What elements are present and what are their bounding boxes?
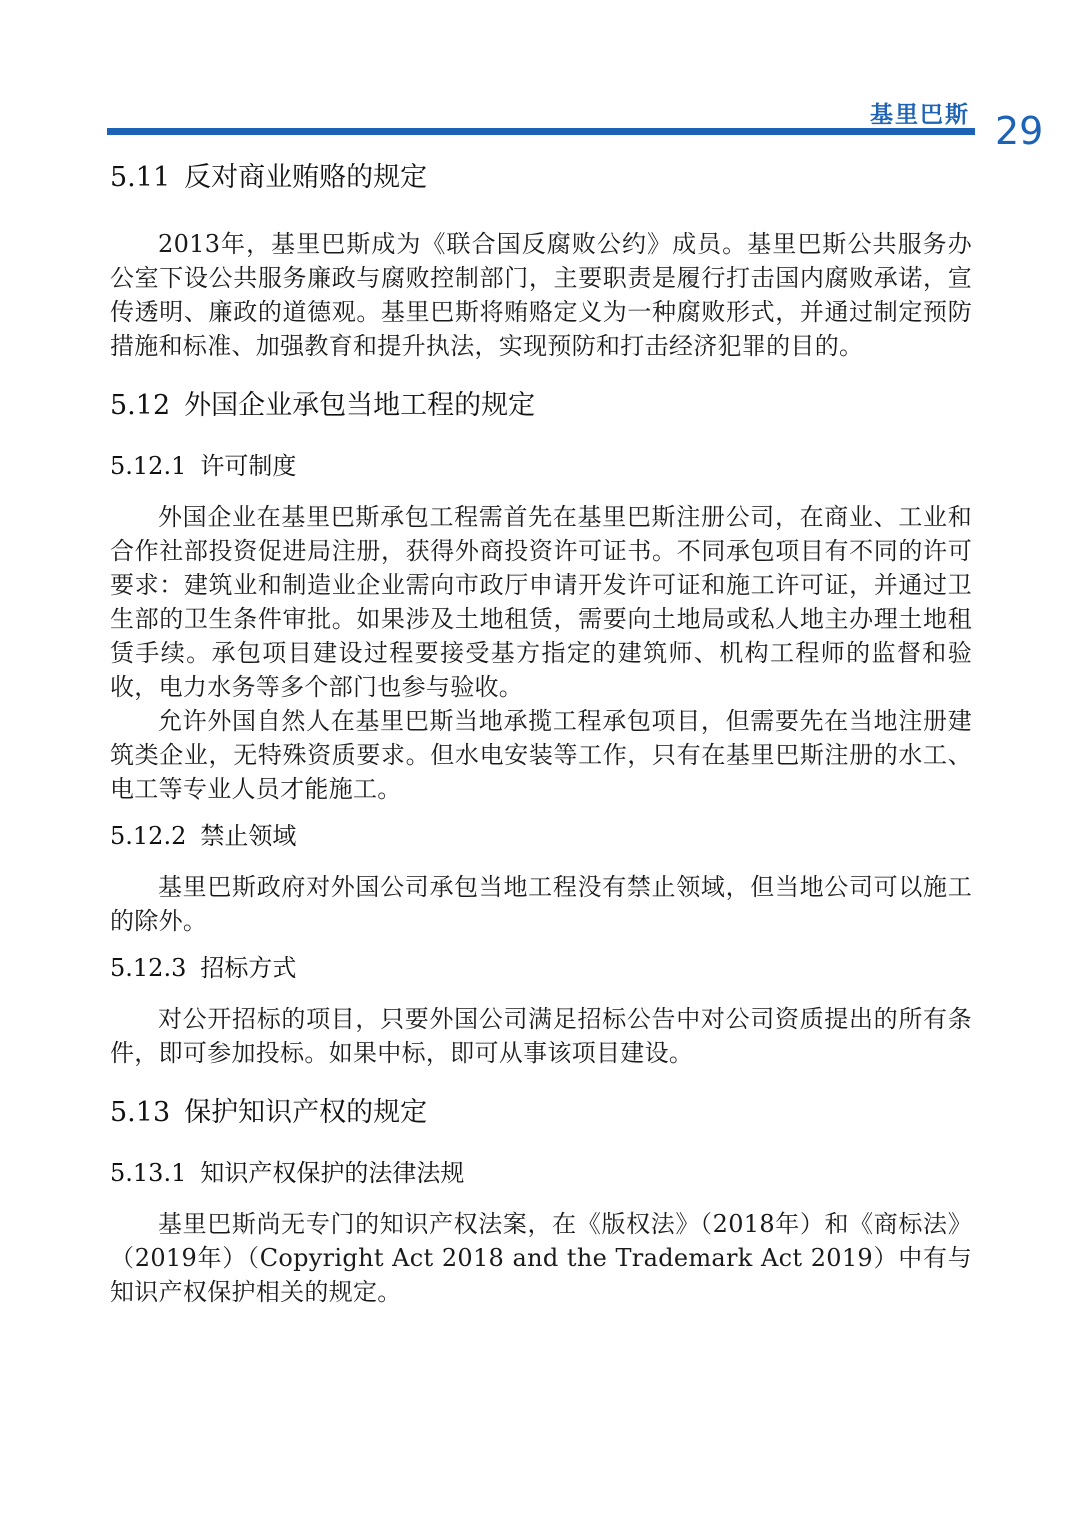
page-content <box>110 158 972 1309</box>
section-number: 5.11 <box>110 162 171 193</box>
subsection-title: 禁止领域 <box>200 822 297 850</box>
section-title: 保护知识产权的规定 <box>184 1097 428 1128</box>
subsection-heading-5-12-3 <box>110 950 972 986</box>
section-number: 5.12 <box>110 390 171 421</box>
section-number: 5.13 <box>110 1097 171 1128</box>
subsection-heading-5-12-2 <box>110 818 972 854</box>
subsection-heading-5-13-1 <box>110 1155 972 1191</box>
paragraph: 外国企业在基里巴斯承包工程需首先在基里巴斯注册公司，在商业、工业和合作社部投资促进局注册，获得外商投资许可证书。不同承包项目有不同的许可要求：建筑业和制造业企业需向市政厅申请开发许可证和施工许可证，并通过卫生部的卫生条件审批。如果涉及土地租赁，需要向土地局或私人地主办理土地租赁手续。承包项目建设过程要接受基方指定的建筑师、机构工程师的监督和验收，电力水务等多个部门也参与验收。 <box>110 503 972 701</box>
subsection-number: 5.13.1 <box>110 1159 187 1187</box>
paragraph: 基里巴斯政府对外国公司承包当地工程没有禁止领域，但当地公司可以施工的除外。 <box>110 873 972 935</box>
subsection-number: 5.12.3 <box>110 954 187 982</box>
subsection-heading-5-12-1 <box>110 448 972 484</box>
section-heading-5-12 <box>110 386 972 426</box>
header-title: 基里巴斯 <box>870 102 970 128</box>
header-rule <box>107 128 975 135</box>
page-header <box>0 0 1080 160</box>
subsection-title: 知识产权保护的法律法规 <box>200 1159 465 1187</box>
paragraph: 对公开招标的项目，只要外国公司满足招标公告中对公司资质提出的所有条件，即可参加投标。如果中标，即可从事该项目建设。 <box>110 1005 972 1067</box>
section-heading-5-13 <box>110 1093 972 1133</box>
subsection-title: 许可制度 <box>200 452 297 480</box>
subsection-title: 招标方式 <box>200 954 297 982</box>
section-title: 外国企业承包当地工程的规定 <box>184 390 536 421</box>
section-heading-5-11 <box>110 158 972 198</box>
page-number: 29 <box>995 109 1044 153</box>
subsection-number: 5.12.1 <box>110 452 187 480</box>
paragraph: 2013年，基里巴斯成为《联合国反腐败公约》成员。基里巴斯公共服务办公室下设公共服务廉政与腐败控制部门，主要职责是履行打击国内腐败承诺，宣传透明、廉政的道德观。基里巴斯将贿赂定义为一种腐败形式，并通过制定预防措施和标准、加强教育和提升执法，实现预防和打击经济犯罪的目的。 <box>110 230 972 360</box>
paragraph: 基里巴斯尚无专门的知识产权法案，在《版权法》（2018年）和《商标法》（2019年）（Copyright Act 2018 and the Trademark Act 2019）中有与知识产权保护相关的规定。 <box>110 1210 972 1306</box>
subsection-number: 5.12.2 <box>110 822 187 850</box>
section-title: 反对商业贿赂的规定 <box>184 162 428 193</box>
paragraph: 允许外国自然人在基里巴斯当地承揽工程承包项目，但需要先在当地注册建筑类企业，无特殊资质要求。但水电安装等工作，只有在基里巴斯注册的水工、电工等专业人员才能施工。 <box>110 707 972 803</box>
